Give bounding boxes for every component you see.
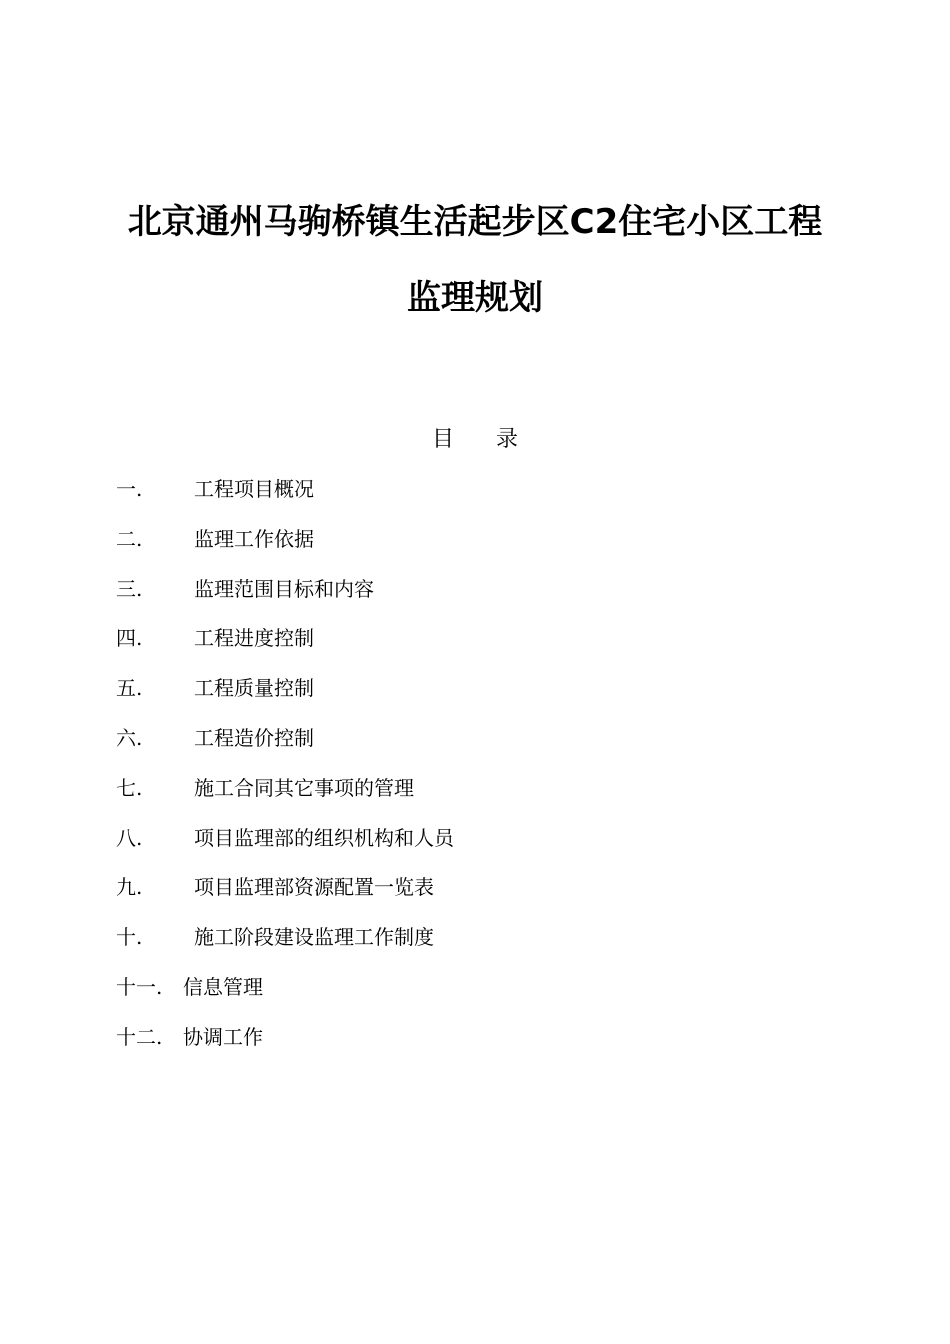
toc-item-number: 十一. xyxy=(116,974,163,999)
toc-item-title: 工程造价控制 xyxy=(194,725,314,750)
toc-item-number: 二. xyxy=(116,526,143,551)
toc-item xyxy=(116,723,876,773)
toc-item-title: 项目监理部资源配置一览表 xyxy=(194,875,434,900)
toc-item-title: 施工阶段建设监理工作制度 xyxy=(194,925,434,950)
toc-item-title: 项目监理部的组织机构和人员 xyxy=(194,825,454,850)
toc-item xyxy=(116,623,876,673)
toc-item xyxy=(116,474,876,524)
toc-item xyxy=(116,922,876,972)
toc-item xyxy=(116,1022,876,1072)
toc-item xyxy=(116,673,876,723)
toc-item-number: 八. xyxy=(116,825,143,850)
toc-item xyxy=(116,823,876,873)
toc-item xyxy=(116,524,876,574)
toc-item-title: 信息管理 xyxy=(183,974,263,999)
toc-item-number: 一. xyxy=(116,477,143,501)
table-of-contents xyxy=(116,474,876,1072)
document-title-line-1: 北京通州马驹桥镇生活起步区C2住宅小区工程 xyxy=(127,202,823,242)
toc-item-title: 协调工作 xyxy=(183,1024,263,1049)
toc-item xyxy=(116,872,876,922)
toc-item-title: 工程项目概况 xyxy=(194,477,314,501)
toc-item-number: 四. xyxy=(116,626,143,651)
toc-item-number: 十二. xyxy=(116,1024,163,1049)
toc-item-title: 监理工作依据 xyxy=(194,526,314,551)
toc-item-title: 监理范围目标和内容 xyxy=(194,576,374,601)
document-title-line-2: 监理规划 xyxy=(407,278,543,318)
toc-item xyxy=(116,574,876,624)
toc-item-number: 六. xyxy=(116,725,143,750)
toc-item-title: 工程质量控制 xyxy=(194,676,314,701)
toc-item-number: 九. xyxy=(116,875,143,900)
toc-item-title: 工程进度控制 xyxy=(194,626,314,651)
toc-item-number: 三. xyxy=(116,576,143,601)
toc-item-number: 五. xyxy=(116,676,143,701)
toc-item-number: 七. xyxy=(116,775,143,800)
toc-item-number: 十. xyxy=(116,925,143,950)
toc-item-title: 施工合同其它事项的管理 xyxy=(194,775,414,800)
toc-heading: 目 录 xyxy=(432,427,518,452)
toc-item xyxy=(116,972,876,1022)
toc-item xyxy=(116,773,876,823)
